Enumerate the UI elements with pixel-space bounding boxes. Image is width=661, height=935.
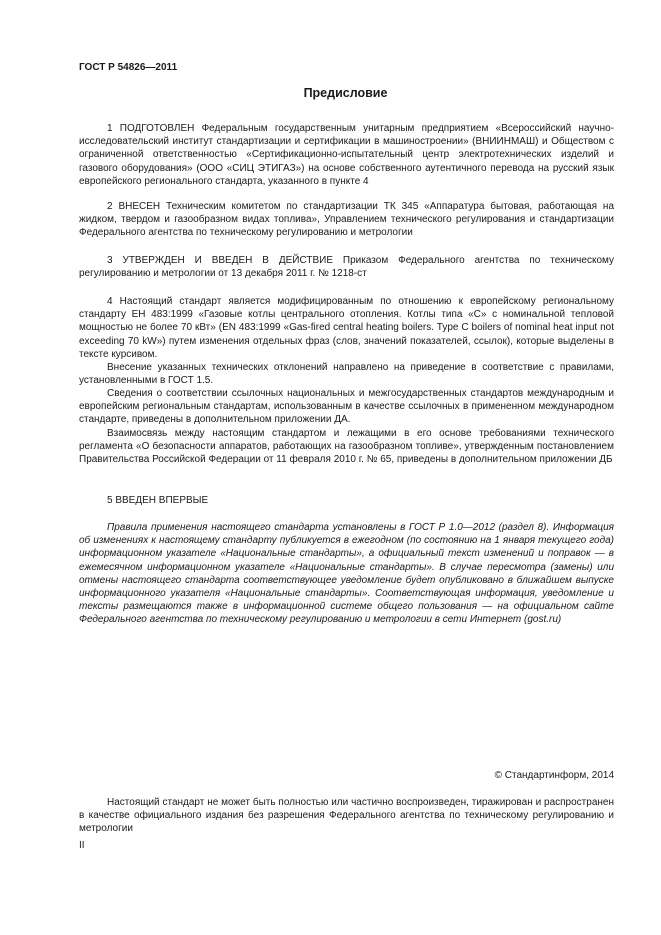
paragraph-4b: Внесение указанных технических отклонений направлено на приведение в соответствие с правилами, установленными в ГОСТ 1.5. [79,362,614,387]
page-number: II [79,840,85,851]
section-title: Предисловие [303,86,388,100]
paragraph-2: 2 ВНЕСЕН Техническим комитетом по стандартизации ТК 345 «Аппаратура бытовая, работающая на жидком, твердом и газообразном видах топлива», Управлением технического регулирования и стандартизации Федерального агентства по техническому регулированию и метрологии [79,201,614,239]
paragraph-5: 5 ВВЕДЕН ВПЕРВЫЕ [107,495,209,506]
paragraph-4: 4 Настоящий стандарт является модифицированным по отношению к европейскому региональному стандарту ЕН 483:1999 «Газовые котлы центрального отопления. Котлы типа «С» с номинальной тепловой мощностью не более 70 кВт» (EN 483:1999 «Gas-fired central heating boilers. Type C boilers of nominal heat input not exceeding 70 kW») путем изменения отдельных фраз (слов, значений показателей, ссылок), которые выделены в тексте курсивом. [79,296,614,360]
paragraph-4d: Взаимосвязь между настоящим стандартом и лежащими в его основе требованиями технического регламента «О безопасности аппаратов, работающих на газообразном топливе», утвержденным постановлением Правительства Российской Федерации от 11 февраля 2010 г. № 65, приведены в дополнительном приложении ДБ [79,428,614,466]
paragraph-1: 1 ПОДГОТОВЛЕН Федеральным государственным унитарным предприятием «Всероссийский научно-исследовательский институт стандартизации и сертификации в машиностроении» (ВНИИНМАШ) и Обществом с ограниченной ответственностью «Сертификационно-испытательный центр электротехнических изделий и газового оборудования» (ООО «СИЦ ЭТИГАЗ») на основе собственного аутентичного перевода на русский язык европейского регионального стандарта, указанного в пункте 4 [79,123,614,187]
paragraph-6-italic: Правила применения настоящего стандарта установлены в ГОСТ Р 1.0—2012 (раздел 8). Информация об изменениях к настоящему стандарту публикуется в ежегодном (по состоянию на 1 января текущего года) информационном указателе «Национальные стандарты», а официальный текст изменений и поправок — в ежемесячном информационном указателе «Национальные стандарты». В случае пересмотра (замены) или отмены настоящего стандарта соответствующее уведомление будет опубликовано в ближайшем выпуске информационного указателя «Национальные стандарты». Соответствующая информация, уведомление и тексты размещаются также в информационной системе общего пользования — на официальном сайте Федерального агентства по техническому регулированию и метрологии в сети Интернет (gost.ru) [79,522,614,626]
document-id-header: ГОСТ Р 54826—2011 [79,62,178,73]
paragraph-3: 3 УТВЕРЖДЕН И ВВЕДЕН В ДЕЙСТВИЕ Приказом Федерального агентства по техническому регулированию и метрологии от 13 декабря 2011 г. № 1218-ст [79,255,614,280]
copyright-line: © Стандартинформ, 2014 [494,770,614,781]
reproduction-notice: Настоящий стандарт не может быть полностью или частично воспроизведен, тиражирован и распространен в качестве официального издания без разрешения Федерального агентства по техническому регулированию и метрологии [79,797,614,835]
paragraph-4c: Сведения о соответствии ссылочных национальных и межгосударственных стандартов международным и европейским региональным стандартам, использованным в качестве ссылочных в примененном международном стандарте, приведены в дополнительном приложении ДА. [79,388,614,426]
